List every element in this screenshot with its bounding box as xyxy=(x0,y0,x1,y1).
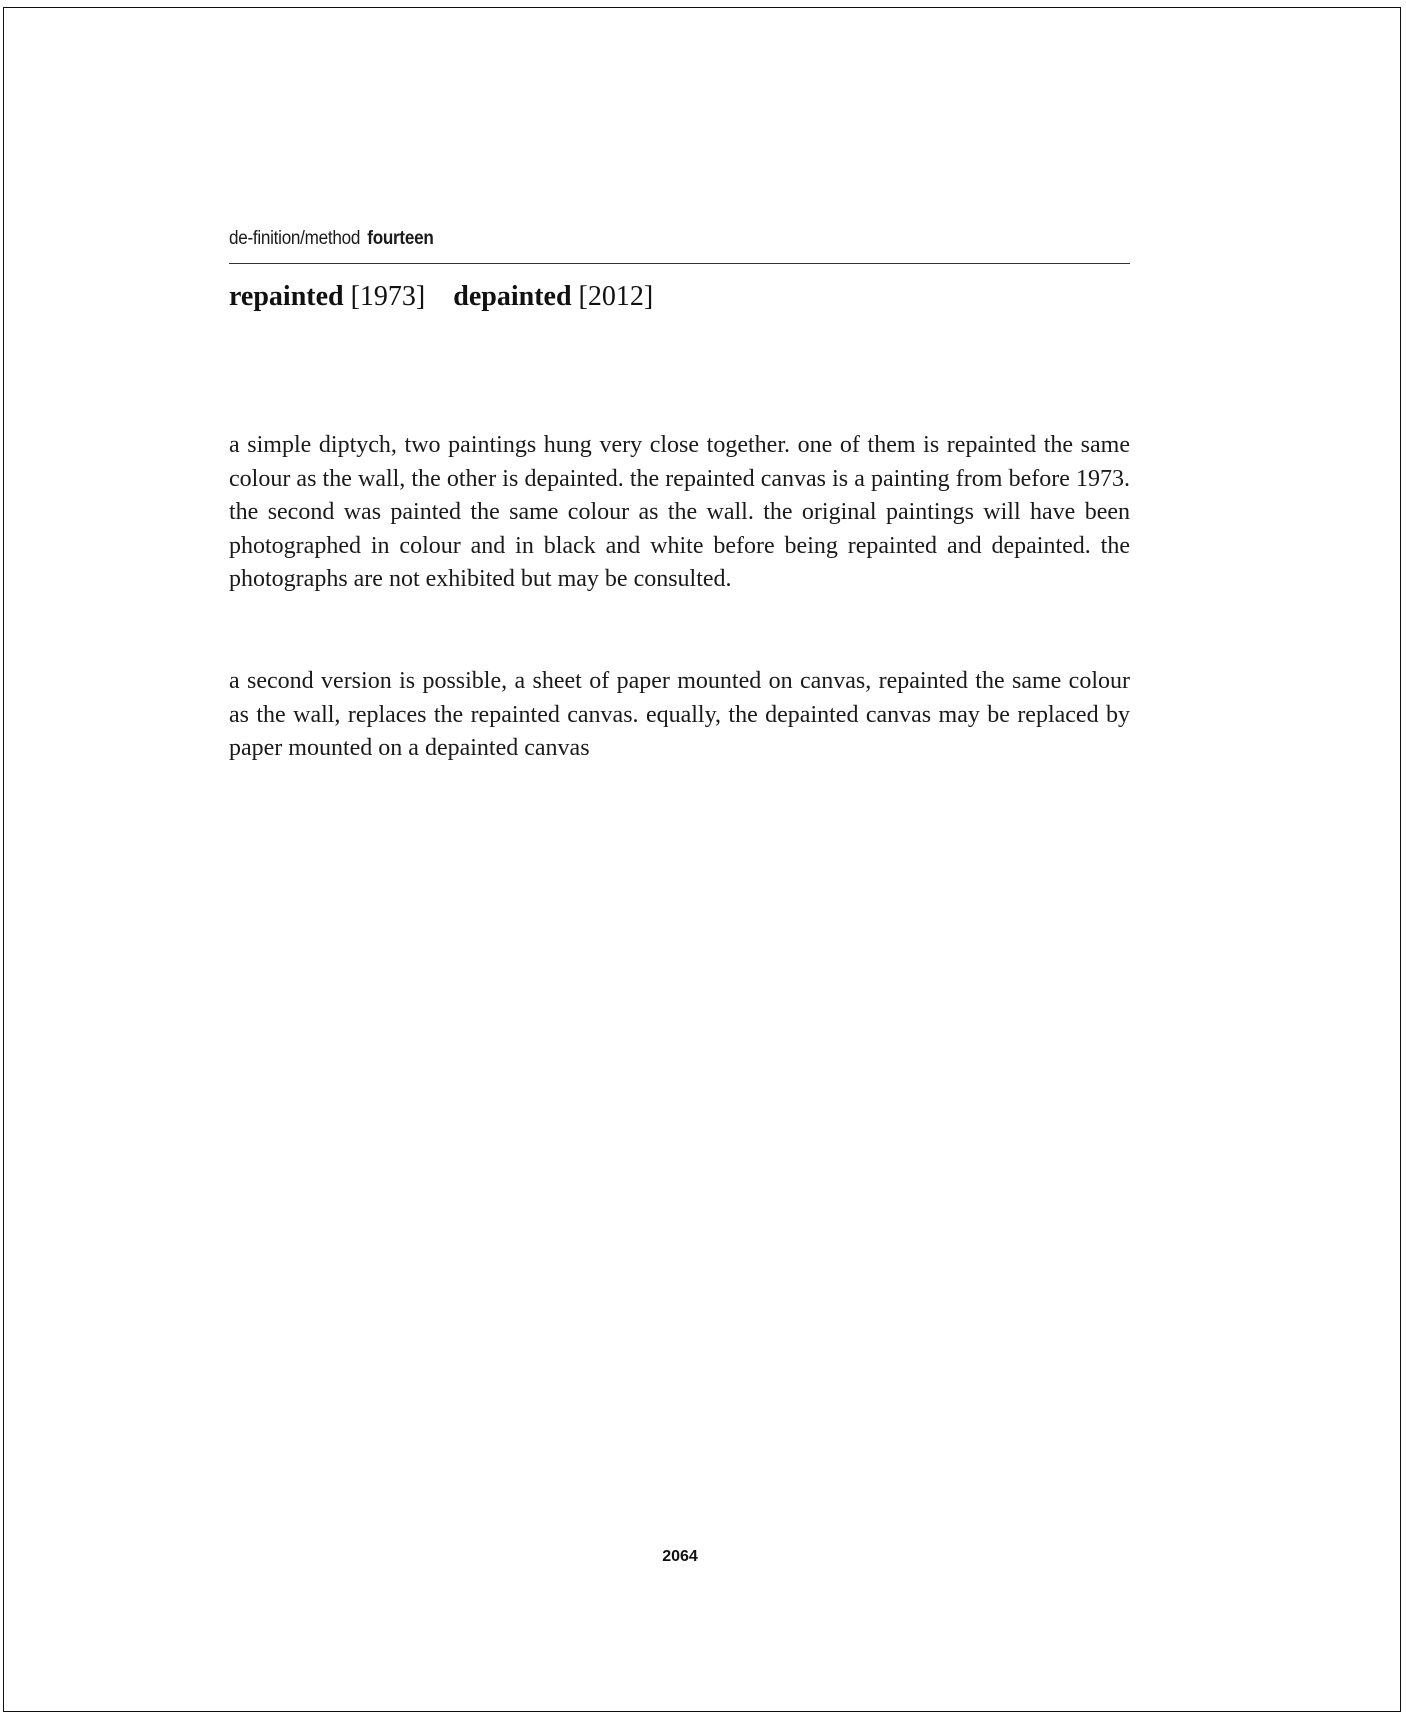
work1-year: [1973] xyxy=(350,281,426,312)
section-number: fourteen xyxy=(367,228,434,249)
work2-title: depainted xyxy=(453,281,572,312)
work2-year: [2012] xyxy=(578,281,654,312)
page-number: 2064 xyxy=(662,1548,698,1565)
work1-title: repainted xyxy=(229,281,344,312)
section-label: de-finition/method xyxy=(229,228,361,249)
page-title xyxy=(229,281,653,313)
body-paragraph-2: a second version is possible, a sheet of paper mounted on canvas, repainted the same colour as the wall, replaces the repainted canvas. equally, the depainted canvas may be replaced by paper mounted on a depainted canvas xyxy=(229,668,1130,762)
header-rule xyxy=(229,263,1130,264)
section-header xyxy=(229,228,1039,250)
body-paragraph-1: a simple diptych, two paintings hung very close together. one of them is repainted the same colour as the wall, the other is depainted. the repainted canvas is a painting from before 1973. the second was painted the same colour as the wall. the original paintings will have been photographed in colour and in black and white before being repainted and depainted. the photographs are not exhibited but may be consulted. xyxy=(229,432,1130,593)
